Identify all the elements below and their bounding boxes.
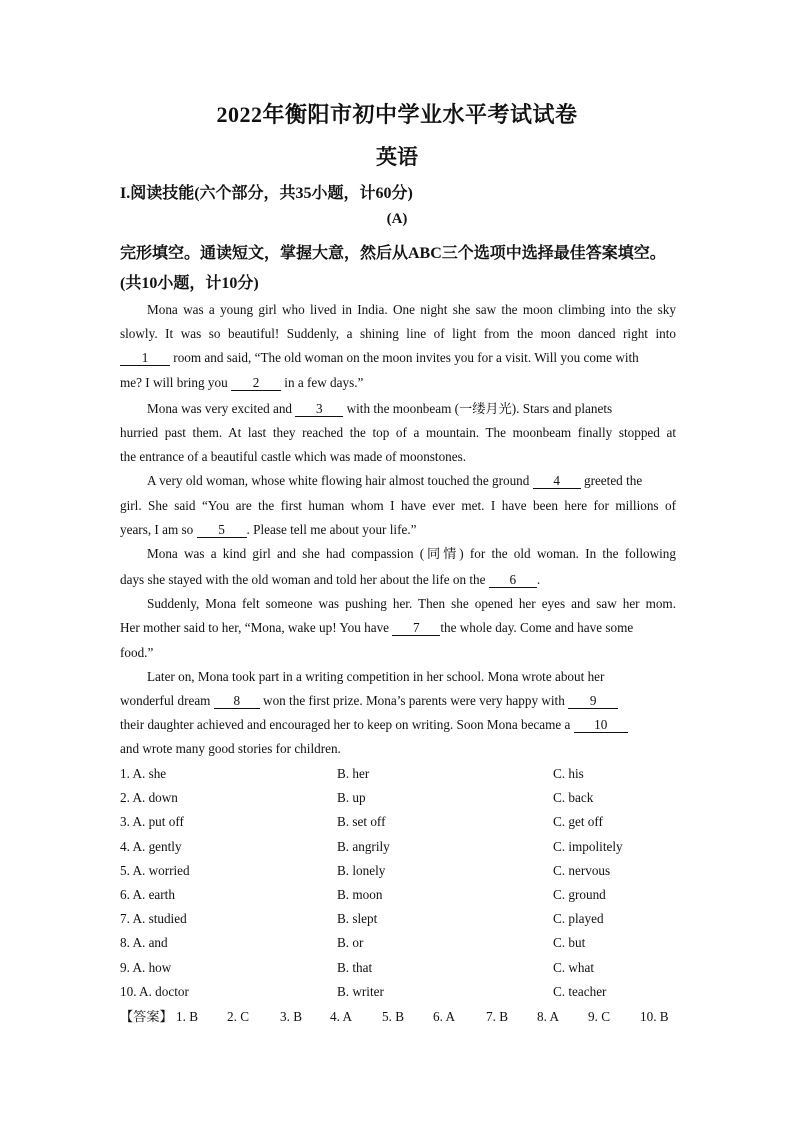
option-row: [120, 980, 680, 1004]
instruction-line-2: (共10小题，计10分): [120, 275, 259, 292]
answer-item: 8. A: [537, 1009, 559, 1024]
answer-item: 4. A: [330, 1009, 352, 1024]
subject-title: 英语: [376, 145, 418, 169]
option-c: C. what: [553, 959, 595, 975]
options-list: [120, 762, 680, 1004]
passage-line: Mona was very excited and 3 with the moonbeam (一缕月光). Stars and planets: [147, 400, 613, 416]
blank-10: 10: [574, 718, 628, 733]
option-b: B. writer: [337, 983, 384, 999]
answer-item: 7. B: [486, 1009, 508, 1024]
option-row: [120, 907, 680, 931]
option-c: C. get off: [553, 814, 603, 830]
option-c: C. played: [553, 911, 604, 927]
passage-line: me? I will bring you 2 in a few days.”: [120, 374, 364, 390]
blank-1: 1: [120, 351, 170, 366]
option-b: B. lonely: [337, 862, 386, 878]
option-a: 2. A. down: [120, 790, 178, 806]
option-b: B. set off: [337, 814, 386, 830]
option-b: B. moon: [337, 886, 383, 902]
passage-line: food.”: [120, 644, 154, 660]
answer-item: 6. A: [433, 1009, 455, 1024]
passage-line: Suddenly, Mona felt someone was pushing her. Then she opened her eyes and saw her mom.: [147, 596, 676, 612]
blank-7: 7: [392, 621, 440, 636]
answer-label: 【答案】: [120, 1009, 173, 1024]
cloze-passage: [120, 298, 676, 762]
option-a: 9. A. how: [120, 959, 172, 975]
option-a: 5. A. worried: [120, 862, 190, 878]
blank-2: 2: [231, 376, 281, 391]
option-c: C. but: [553, 935, 586, 951]
passage-line: Later on, Mona took part in a writing competition in her school. Mona wrote about her: [147, 668, 605, 684]
blank-6: 6: [489, 573, 537, 588]
option-b: B. that: [337, 959, 373, 975]
option-row: [120, 883, 680, 907]
option-row: [120, 859, 680, 883]
option-a: 3. A. put off: [120, 814, 184, 830]
option-b: B. her: [337, 766, 370, 781]
passage-line: hurried past them. At last they reached the top of a mountain. The moonbeam finally stopped at: [120, 424, 676, 440]
passage-line: 1 room and said, “The old woman on the moon invites you for a visit. Will you come with: [120, 346, 676, 370]
answer-item: 5. B: [382, 1009, 404, 1024]
option-a: 10. A. doctor: [120, 983, 189, 999]
option-a: 6. A. earth: [120, 886, 175, 902]
option-b: B. angrily: [337, 838, 390, 854]
option-c: C. impolitely: [553, 838, 623, 854]
passage-line: slowly. It was so beautiful! Suddenly, a shining line of light from the moon danced right into: [120, 326, 676, 342]
part-label: (A): [386, 211, 408, 227]
option-row: [120, 786, 680, 810]
option-c: C. teacher: [553, 983, 607, 999]
passage-line: Her mother said to her, “Mona, wake up! You have 7 the whole day. Come and have some: [120, 620, 634, 636]
option-a: 4. A. gently: [120, 838, 182, 854]
answer-key: [120, 1005, 680, 1029]
option-row: [120, 810, 680, 834]
option-a: 1. A. she: [120, 766, 167, 781]
passage-line: wonderful dream 8 won the first prize. Mona’s parents were very happy with 9: [120, 689, 676, 713]
passage-line: years, I am so 5 . Please tell me about your life.”: [120, 521, 417, 537]
option-c: C. ground: [553, 886, 606, 902]
answer-item: 1. B: [176, 1009, 198, 1024]
option-row: [120, 956, 680, 980]
answer-item: 2. C: [227, 1009, 249, 1024]
blank-9: 9: [568, 694, 618, 709]
blank-8: 8: [214, 694, 260, 709]
passage-line: their daughter achieved and encouraged her to keep on writing. Soon Mona became a 10: [120, 713, 676, 737]
passage-line: girl. She said “You are the first human whom I have ever met. I have been here for millions of: [120, 497, 676, 513]
blank-4: 4: [533, 474, 581, 489]
option-b: B. slept: [337, 911, 378, 927]
option-c: C. nervous: [553, 862, 611, 878]
section-heading: I.阅读技能(六个部分，共35小题，计60分): [120, 185, 413, 202]
answer-item: 10. B: [640, 1009, 669, 1024]
passage-line: days she stayed with the old woman and told her about the life on the 6 .: [120, 572, 541, 588]
option-c: C. his: [553, 766, 584, 781]
passage-line: Mona was a kind girl and she had compassion (同情) for the old woman. In the following: [147, 545, 676, 561]
option-row: [120, 762, 680, 786]
option-b: B. up: [337, 790, 366, 806]
option-row: [120, 835, 680, 859]
passage-line: and wrote many good stories for children.: [120, 741, 341, 757]
passage-line: the entrance of a beautiful castle which was made of moonstones.: [120, 449, 467, 465]
option-c: C. back: [553, 790, 594, 806]
passage-line: A very old woman, whose white flowing hair almost touched the ground 4 greeted the: [147, 473, 643, 489]
instruction-line-1: 完形填空。通读短文，掌握大意，然后从ABC三个选项中选择最佳答案填空。: [120, 245, 666, 262]
blank-3: 3: [295, 402, 343, 417]
exam-title: 2022年衡阳市初中学业水平考试试卷: [216, 102, 578, 127]
answer-item: 3. B: [280, 1009, 302, 1024]
passage-line: Mona was a young girl who lived in India. One night she saw the moon climbing into the sky: [147, 302, 676, 317]
option-b: B. or: [337, 935, 364, 951]
blank-5: 5: [197, 523, 247, 538]
option-a: 8. A. and: [120, 935, 168, 951]
answer-item: 9. C: [588, 1009, 610, 1024]
option-row: [120, 931, 680, 955]
option-a: 7. A. studied: [120, 911, 187, 927]
